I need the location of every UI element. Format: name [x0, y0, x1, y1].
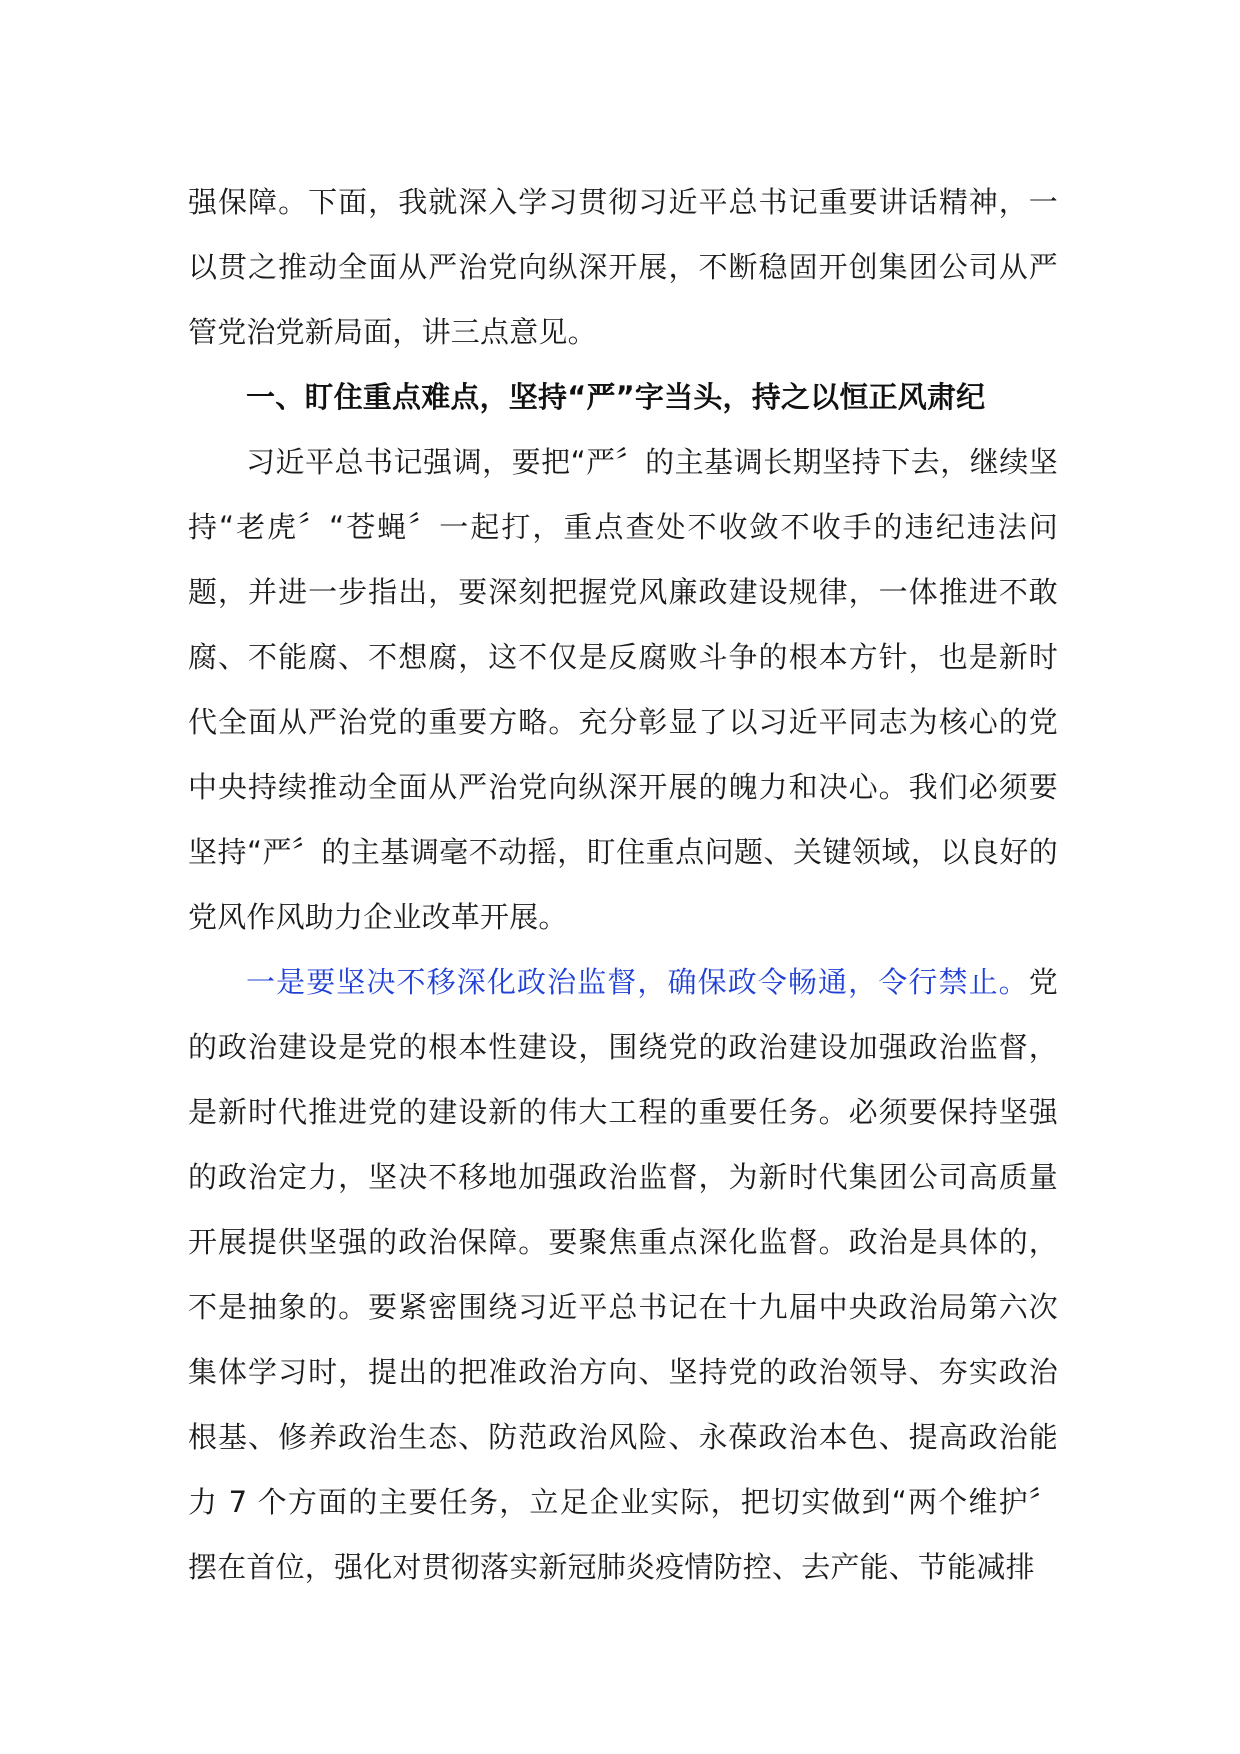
paragraph-body-text: 党的政治建设是党的根本性建设，围绕党的政治建设加强政治监督，是新时代推进党的建设新的伟大工程的重要任务。必须要保持坚强的政治定力，坚决不移地加强政治监督，为新时代集团公司高质量开展提供坚强的政治保障。要聚焦重点深化监督。政治是具体的，不是抽象的。要紧密围绕习近平总书记在十九届中央政治局第六次集体学习时，提出的把准政治方向、坚持党的政治领导、夯实政治根基、修养政治生态、防范政治风险、永葆政治本色、提高政治能力 7 个方面的主要任务，立足企业实际，把切实做到“两个维护〞摆在首位，强化对贯彻落实新冠肺炎疫情防控、去产能、节能减排: [188, 965, 1058, 1584]
body-paragraph: 强保障。下面，我就深入学习贯彻习近平总书记重要讲话精神，一以贯之推动全面从严治党向纵深开展，不断稳固开创集团公司从严管党治党新局面，讲三点意见。: [188, 185, 1058, 349]
highlighted-lead-sentence: 一是要坚决不移深化政治监督，确保政令畅通，令行禁止。: [246, 965, 1029, 999]
section-heading: 一、盯住重点难点，坚持“严”字当头，持之以恒正风肃纪: [246, 380, 986, 414]
document-page: [188, 170, 1058, 1600]
body-paragraph-with-highlight: [188, 950, 1058, 1600]
body-paragraph: 习近平总书记强调，要把“严〞的主基调长期坚持下去，继续坚持“老虎〞“苍蝇〞一起打，重点查处不收敛不收手的违纪违法问题，并进一步指出，要深刻把握党风廉政建设规律，一体推进不敢腐、不能腐、不想腐，这不仅是反腐败斗争的根本方针，也是新时代全面从严治党的重要方略。充分彰显了以习近平同志为核心的党中央持续推动全面从严治党向纵深开展的魄力和决心。我们必须要坚持“严〞的主基调毫不动摇，盯住重点问题、关键领域，以良好的党风作风助力企业改革开展。: [188, 445, 1058, 934]
